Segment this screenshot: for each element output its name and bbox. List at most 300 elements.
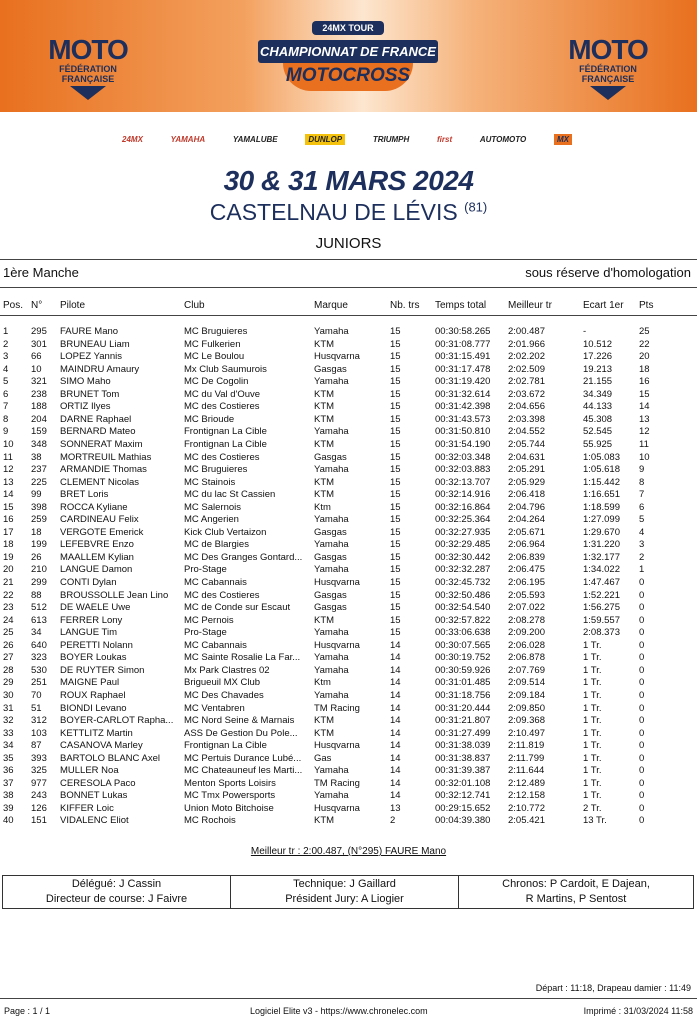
cell-laps: 2 — [390, 815, 396, 827]
cell-total-time: 00:29:15.652 — [435, 802, 491, 814]
cell-pilote: MAINDRU Amaury — [60, 363, 140, 375]
cell-gap: 21.155 — [583, 376, 613, 388]
table-row — [0, 615, 697, 627]
cell-pilote: LANGUE Damon — [60, 564, 133, 576]
cell-marque: Yamaha — [314, 689, 349, 701]
venue-name: CASTELNAU DE LÉVIS — [209, 199, 458, 225]
cell-gap: 1 Tr. — [583, 639, 602, 651]
cell-number: 977 — [31, 777, 47, 789]
cell-pos: 15 — [3, 501, 14, 513]
cell-pos: 16 — [3, 514, 14, 526]
cell-gap: 1:34.022 — [583, 564, 620, 576]
cell-laps: 15 — [390, 426, 401, 438]
championship-title: CHAMPIONNAT DE FRANCE — [258, 40, 438, 63]
cell-club: MC des Costieres — [184, 589, 260, 601]
cell-pilote: KIFFER Loic — [60, 802, 114, 814]
cell-laps: 15 — [390, 376, 401, 388]
cell-club: MC Tmx Powersports — [184, 790, 276, 802]
cell-total-time: 00:32:16.864 — [435, 501, 491, 513]
table-row — [0, 489, 697, 501]
cell-laps: 15 — [390, 627, 401, 639]
cell-pilote: ROUX Raphael — [60, 689, 126, 701]
software-credit: Logiciel Elite v3 - https://www.chronelec.com — [250, 1006, 428, 1016]
cell-pilote: SIMO Maho — [60, 376, 111, 388]
cell-number: 237 — [31, 464, 47, 476]
cell-number: 88 — [31, 589, 42, 601]
cell-pilote: BRUNEAU Liam — [60, 338, 130, 350]
cell-points: 14 — [639, 401, 650, 413]
cell-club: MC du lac St Cassien — [184, 489, 276, 501]
cell-gap: 1:47.467 — [583, 577, 620, 588]
cell-total-time: 00:33:06.638 — [435, 627, 491, 639]
cell-laps: 15 — [390, 476, 401, 488]
cell-points: 10 — [639, 451, 650, 463]
table-row — [0, 803, 697, 815]
cell-laps: 14 — [390, 652, 401, 664]
cell-pos: 17 — [3, 526, 14, 538]
cell-laps: 15 — [390, 551, 401, 563]
cell-total-time: 00:31:39.387 — [435, 765, 491, 777]
cell-pilote: PERETTI Nolann — [60, 639, 133, 651]
cell-pilote: MAIGNE Paul — [60, 677, 120, 689]
cell-total-time: 00:31:42.398 — [435, 401, 491, 413]
col-best-lap: Meilleur tr — [508, 300, 552, 311]
cell-points: 0 — [639, 627, 645, 639]
cell-best-lap: 2:06.418 — [508, 489, 545, 501]
table-row — [0, 665, 697, 677]
cell-pilote: SONNERAT Maxim — [60, 438, 143, 450]
table-row — [0, 401, 697, 413]
cell-best-lap: 2:11.644 — [508, 765, 545, 777]
cell-gap: 1 Tr. — [583, 740, 602, 752]
cell-pilote: LOPEZ Yannis — [60, 351, 122, 363]
cell-laps: 15 — [390, 514, 401, 526]
cell-best-lap: 2:09.184 — [508, 689, 545, 701]
cell-points: 0 — [639, 765, 645, 777]
table-row — [0, 527, 697, 539]
cell-gap: 2:08.373 — [583, 627, 620, 639]
cell-gap: 1 Tr. — [583, 790, 602, 802]
cell-laps: 15 — [390, 363, 401, 375]
cell-marque: KTM — [314, 388, 335, 400]
cell-points: 5 — [639, 514, 645, 526]
ffm-logo-fed: FÉDÉRATION — [579, 64, 637, 74]
cell-best-lap: 2:04.656 — [508, 401, 545, 413]
cell-marque: KTM — [314, 727, 335, 739]
cell-laps: 15 — [390, 401, 401, 413]
cell-gap: 34.349 — [583, 388, 613, 400]
cell-points: 25 — [639, 326, 650, 337]
cell-pilote: CERESOLA Paco — [60, 777, 136, 789]
best-lap-summary: Meilleur tr : 2:00.487, (N°295) FAURE Mano — [250, 846, 447, 857]
cell-number: 70 — [31, 689, 42, 701]
cell-pilote: CASANOVA Marley — [60, 740, 143, 752]
homologation-note: sous réserve d'homologation — [525, 265, 691, 280]
cell-gap: 44.133 — [583, 401, 613, 413]
cell-pilote: MULLER Noa — [60, 765, 119, 777]
cell-laps: 14 — [390, 752, 401, 764]
cell-best-lap: 2:06.878 — [508, 652, 545, 664]
divider — [0, 998, 697, 999]
cell-points: 0 — [639, 589, 645, 601]
start-finish-times: Départ : 11:18, Drapeau damier : 11:49 — [535, 983, 691, 993]
cell-number: 251 — [31, 677, 47, 689]
cell-pilote: BARTOLO BLANC Axel — [60, 752, 160, 764]
cell-club: MC Bruguieres — [184, 326, 248, 337]
cell-laps: 14 — [390, 664, 401, 676]
col-laps: Nb. trs — [390, 300, 420, 311]
cell-laps: 15 — [390, 326, 401, 337]
table-row — [0, 514, 697, 526]
cell-club: ASS De Gestion Du Pole... — [184, 727, 298, 739]
cell-laps: 14 — [390, 677, 401, 689]
cell-marque: KTM — [314, 438, 335, 450]
ffm-logo-fra: FRANÇAISE — [581, 74, 635, 84]
cell-club: MC Nord Seine & Marnais — [184, 715, 295, 727]
cell-pos: 9 — [3, 426, 9, 438]
cell-points: 0 — [639, 602, 645, 614]
tour-label: 24MX TOUR — [312, 21, 383, 35]
cell-gap: - — [583, 326, 587, 337]
cell-marque: Gasgas — [314, 451, 347, 463]
cell-total-time: 00:32:03.348 — [435, 451, 491, 463]
cell-number: 51 — [31, 702, 42, 714]
cell-pilote: DE RUYTER Simon — [60, 664, 145, 676]
cell-pilote: BIONDI Levano — [60, 702, 127, 714]
table-row — [0, 414, 697, 426]
championship-logo — [258, 18, 438, 110]
cell-total-time: 00:31:32.614 — [435, 388, 491, 400]
cell-number: 312 — [31, 715, 47, 727]
cell-number: 225 — [31, 476, 47, 488]
cell-total-time: 00:32:45.732 — [435, 577, 491, 588]
cell-total-time: 00:30:58.265 — [435, 326, 491, 337]
cell-best-lap: 2:05.744 — [508, 438, 545, 450]
table-row — [0, 778, 697, 790]
cell-laps: 15 — [390, 438, 401, 450]
cell-points: 0 — [639, 664, 645, 676]
cell-club: MC des Costieres — [184, 401, 260, 413]
ffm-logo-fra: FRANÇAISE — [61, 74, 115, 84]
cell-pos: 19 — [3, 551, 14, 563]
cell-marque: Yamaha — [314, 790, 349, 802]
cell-pos: 34 — [3, 740, 14, 752]
cell-total-time: 00:31:43.573 — [435, 413, 491, 425]
cell-laps: 15 — [390, 577, 401, 588]
cell-laps: 15 — [390, 602, 401, 614]
cell-number: 512 — [31, 602, 47, 614]
cell-best-lap: 2:06.475 — [508, 564, 545, 576]
divider — [0, 287, 697, 288]
cell-marque: Yamaha — [314, 765, 349, 777]
cell-best-lap: 2:08.278 — [508, 614, 545, 626]
cell-laps: 15 — [390, 338, 401, 350]
cell-marque: Gasgas — [314, 602, 347, 614]
cell-points: 0 — [639, 790, 645, 802]
cell-best-lap: 2:00.487 — [508, 326, 545, 337]
cell-best-lap: 2:09.850 — [508, 702, 545, 714]
cell-points: 0 — [639, 802, 645, 814]
cell-total-time: 00:31:38.039 — [435, 740, 491, 752]
cell-club: Pro-Stage — [184, 627, 227, 639]
cell-best-lap: 2:09.514 — [508, 677, 545, 689]
cell-number: 613 — [31, 614, 47, 626]
cell-pos: 8 — [3, 413, 9, 425]
cell-number: 238 — [31, 388, 47, 400]
cell-gap: 1 Tr. — [583, 715, 602, 727]
ffm-logo-triangle — [70, 86, 106, 100]
cell-points: 2 — [639, 551, 645, 563]
col-pos: Pos. — [3, 300, 24, 311]
cell-pos: 30 — [3, 689, 14, 701]
cell-laps: 14 — [390, 639, 401, 651]
cell-marque: Yamaha — [314, 652, 349, 664]
cell-laps: 15 — [390, 489, 401, 501]
cell-pos: 36 — [3, 765, 14, 777]
cell-marque: Yamaha — [314, 326, 349, 337]
cell-marque: Husqvarna — [314, 351, 360, 363]
table-row — [0, 715, 697, 727]
cell-number: 325 — [31, 765, 47, 777]
cell-best-lap: 2:02.202 — [508, 351, 545, 363]
cell-gap: 1:59.557 — [583, 614, 620, 626]
cell-points: 0 — [639, 652, 645, 664]
cell-laps: 15 — [390, 539, 401, 551]
cell-pos: 33 — [3, 727, 14, 739]
cell-club: MC de Conde sur Escaut — [184, 602, 291, 614]
cell-pos: 18 — [3, 539, 14, 551]
cell-best-lap: 2:05.929 — [508, 476, 545, 488]
cell-best-lap: 2:11.799 — [508, 752, 545, 764]
cell-best-lap: 2:04.631 — [508, 451, 545, 463]
table-row — [0, 765, 697, 777]
cell-total-time: 00:04:39.380 — [435, 815, 491, 827]
cell-number: 295 — [31, 326, 47, 337]
cell-club: MC Bruguieres — [184, 464, 248, 476]
sponsor-triumph: TRIUMPH — [372, 134, 410, 144]
cell-number: 38 — [31, 451, 42, 463]
cell-pilote: VIDALENC Eliot — [60, 815, 129, 827]
cell-marque: Gasgas — [314, 551, 347, 563]
cell-club: MC Cabannais — [184, 577, 247, 588]
cell-best-lap: 2:09.368 — [508, 715, 545, 727]
cell-pos: 29 — [3, 677, 14, 689]
cell-best-lap: 2:04.796 — [508, 501, 545, 513]
cell-gap: 19.213 — [583, 363, 613, 375]
cell-number: 199 — [31, 539, 47, 551]
cell-number: 243 — [31, 790, 47, 802]
table-row — [0, 464, 697, 476]
cell-club: MC du Val d'Ouve — [184, 388, 261, 400]
cell-laps: 13 — [390, 802, 401, 814]
cell-club: MC Pernois — [184, 614, 234, 626]
cell-gap: 1:31.220 — [583, 539, 620, 551]
cell-laps: 15 — [390, 351, 401, 363]
cell-club: Mx Club Saumurois — [184, 363, 267, 375]
cell-gap: 1 Tr. — [583, 689, 602, 701]
cell-pilote: VERGOTE Emerick — [60, 526, 144, 538]
cell-pilote: FAURE Mano — [60, 326, 119, 337]
ffm-logo-right — [558, 36, 658, 100]
cell-laps: 15 — [390, 501, 401, 513]
cell-best-lap: 2:10.497 — [508, 727, 545, 739]
cell-number: 299 — [31, 577, 47, 588]
cell-total-time: 00:31:21.807 — [435, 715, 491, 727]
officials-table — [2, 875, 694, 909]
divider — [0, 259, 697, 260]
page-number: Page : 1 / 1 — [4, 1006, 51, 1016]
cell-club: MC Stainois — [184, 476, 236, 488]
table-row — [0, 677, 697, 689]
cell-best-lap: 2:07.022 — [508, 602, 545, 614]
cell-pos: 10 — [3, 438, 14, 450]
table-row — [0, 577, 697, 589]
cell-gap: 52.545 — [583, 426, 613, 438]
cell-gap: 1:05.083 — [583, 451, 620, 463]
cell-laps: 14 — [390, 777, 401, 789]
table-row — [0, 740, 697, 752]
cell-gap: 1:27.099 — [583, 514, 620, 526]
sponsor-yamaha: YAMAHA — [170, 134, 206, 144]
cell-number: 10 — [31, 363, 42, 375]
cell-pos: 1 — [3, 326, 9, 337]
cell-best-lap: 2:06.839 — [508, 551, 545, 563]
cell-club: MC Des Chavades — [184, 689, 264, 701]
cell-total-time: 00:32:30.442 — [435, 551, 491, 563]
cell-pilote: MAALLEM Kylian — [60, 551, 134, 563]
cell-number: 126 — [31, 802, 47, 814]
cell-total-time: 00:32:12.741 — [435, 790, 491, 802]
cell-total-time: 00:31:50.810 — [435, 426, 491, 438]
cell-best-lap: 2:02.509 — [508, 363, 545, 375]
cell-gap: 1:56.275 — [583, 602, 620, 614]
cell-marque: KTM — [314, 614, 335, 626]
cell-total-time: 00:32:54.540 — [435, 602, 491, 614]
cell-points: 3 — [639, 539, 645, 551]
col-pilote: Pilote — [60, 300, 86, 311]
cell-marque: Ktm — [314, 677, 331, 689]
sponsor-mx: MX — [554, 134, 572, 145]
cell-gap: 1:15.442 — [583, 476, 620, 488]
cell-points: 13 — [639, 413, 650, 425]
cell-best-lap: 2:06.195 — [508, 577, 545, 588]
sponsor-first: first — [437, 134, 453, 144]
cell-number: 26 — [31, 551, 42, 563]
cell-club: Union Moto Bitchoise — [184, 802, 274, 814]
ffm-logo-fed: FÉDÉRATION — [59, 64, 117, 74]
cell-marque: Yamaha — [314, 627, 349, 639]
cell-gap: 1 Tr. — [583, 652, 602, 664]
cell-best-lap: 2:10.772 — [508, 802, 545, 814]
cell-total-time: 00:32:50.486 — [435, 589, 491, 601]
cell-pilote: BONNET Lukas — [60, 790, 128, 802]
ffm-logo-text: MOTO — [568, 34, 648, 65]
cell-laps: 14 — [390, 715, 401, 727]
cell-marque: Husqvarna — [314, 802, 360, 814]
cell-club: MC Rochois — [184, 815, 236, 827]
cell-pos: 6 — [3, 388, 9, 400]
cell-number: 151 — [31, 815, 47, 827]
cell-points: 16 — [639, 376, 650, 388]
sponsor-automoto: AUTOMOTO — [479, 134, 527, 144]
cell-club: MC Brioude — [184, 413, 235, 425]
cell-total-time: 00:31:19.420 — [435, 376, 491, 388]
cell-pos: 32 — [3, 715, 14, 727]
cell-marque: Gas — [314, 752, 332, 764]
cell-laps: 15 — [390, 526, 401, 538]
cell-marque: Gasgas — [314, 526, 347, 538]
cell-points: 7 — [639, 489, 645, 501]
cell-pos: 2 — [3, 338, 9, 350]
cell-total-time: 00:31:15.491 — [435, 351, 491, 363]
cell-laps: 15 — [390, 388, 401, 400]
cell-total-time: 00:32:03.883 — [435, 464, 491, 476]
cell-number: 321 — [31, 376, 47, 388]
cell-gap: 1 Tr. — [583, 777, 602, 789]
cell-points: 0 — [639, 614, 645, 626]
cell-club: MC Fulkerien — [184, 338, 241, 350]
cell-total-time: 00:30:07.565 — [435, 639, 491, 651]
cell-marque: KTM — [314, 476, 335, 488]
cell-total-time: 00:32:29.485 — [435, 539, 491, 551]
cell-laps: 15 — [390, 589, 401, 601]
official-president: Président Jury: A Liogier — [285, 893, 404, 905]
cell-gap: 13 Tr. — [583, 815, 607, 827]
cell-pos: 28 — [3, 664, 14, 676]
cell-number: 34 — [31, 627, 42, 639]
cell-pilote: CLEMENT Nicolas — [60, 476, 140, 488]
cell-laps: 15 — [390, 464, 401, 476]
sponsor-yamalube: YAMALUBE — [232, 134, 278, 144]
col-total-time: Temps total — [435, 300, 487, 311]
table-row — [0, 326, 697, 338]
cell-pilote: LANGUE Tim — [60, 627, 118, 639]
cell-club: Frontignan La Cible — [184, 438, 267, 450]
cell-club: Mx Park Clastres 02 — [184, 664, 270, 676]
cell-gap: 17.226 — [583, 351, 613, 363]
cell-pilote: LEFEBVRE Enzo — [60, 539, 134, 551]
cell-laps: 15 — [390, 564, 401, 576]
cell-pilote: MORTREUIL Mathias — [60, 451, 152, 463]
cell-best-lap: 2:03.672 — [508, 388, 545, 400]
cell-pos: 5 — [3, 376, 9, 388]
cell-pilote: BRET Loris — [60, 489, 109, 501]
col-number: N° — [31, 300, 43, 311]
cell-total-time: 00:32:27.935 — [435, 526, 491, 538]
cell-marque: TM Racing — [314, 777, 360, 789]
cell-club: Menton Sports Loisirs — [184, 777, 276, 789]
cell-points: 9 — [639, 464, 645, 476]
cell-pos: 4 — [3, 363, 9, 375]
cell-pos: 3 — [3, 351, 9, 363]
cell-gap: 1 Tr. — [583, 727, 602, 739]
ffm-logo-text: MOTO — [48, 34, 128, 65]
cell-best-lap: 2:05.593 — [508, 589, 545, 601]
table-row — [0, 477, 697, 489]
cell-laps: 14 — [390, 727, 401, 739]
cell-best-lap: 2:02.781 — [508, 376, 545, 388]
cell-marque: Husqvarna — [314, 740, 360, 752]
cell-best-lap: 2:06.028 — [508, 639, 545, 651]
cell-marque: Yamaha — [314, 376, 349, 388]
table-row — [0, 389, 697, 401]
cell-club: Pro-Stage — [184, 564, 227, 576]
cell-gap: 45.308 — [583, 413, 613, 425]
cell-number: 640 — [31, 639, 47, 651]
cell-marque: Husqvarna — [314, 639, 360, 651]
cell-points: 0 — [639, 752, 645, 764]
table-row — [0, 539, 697, 551]
